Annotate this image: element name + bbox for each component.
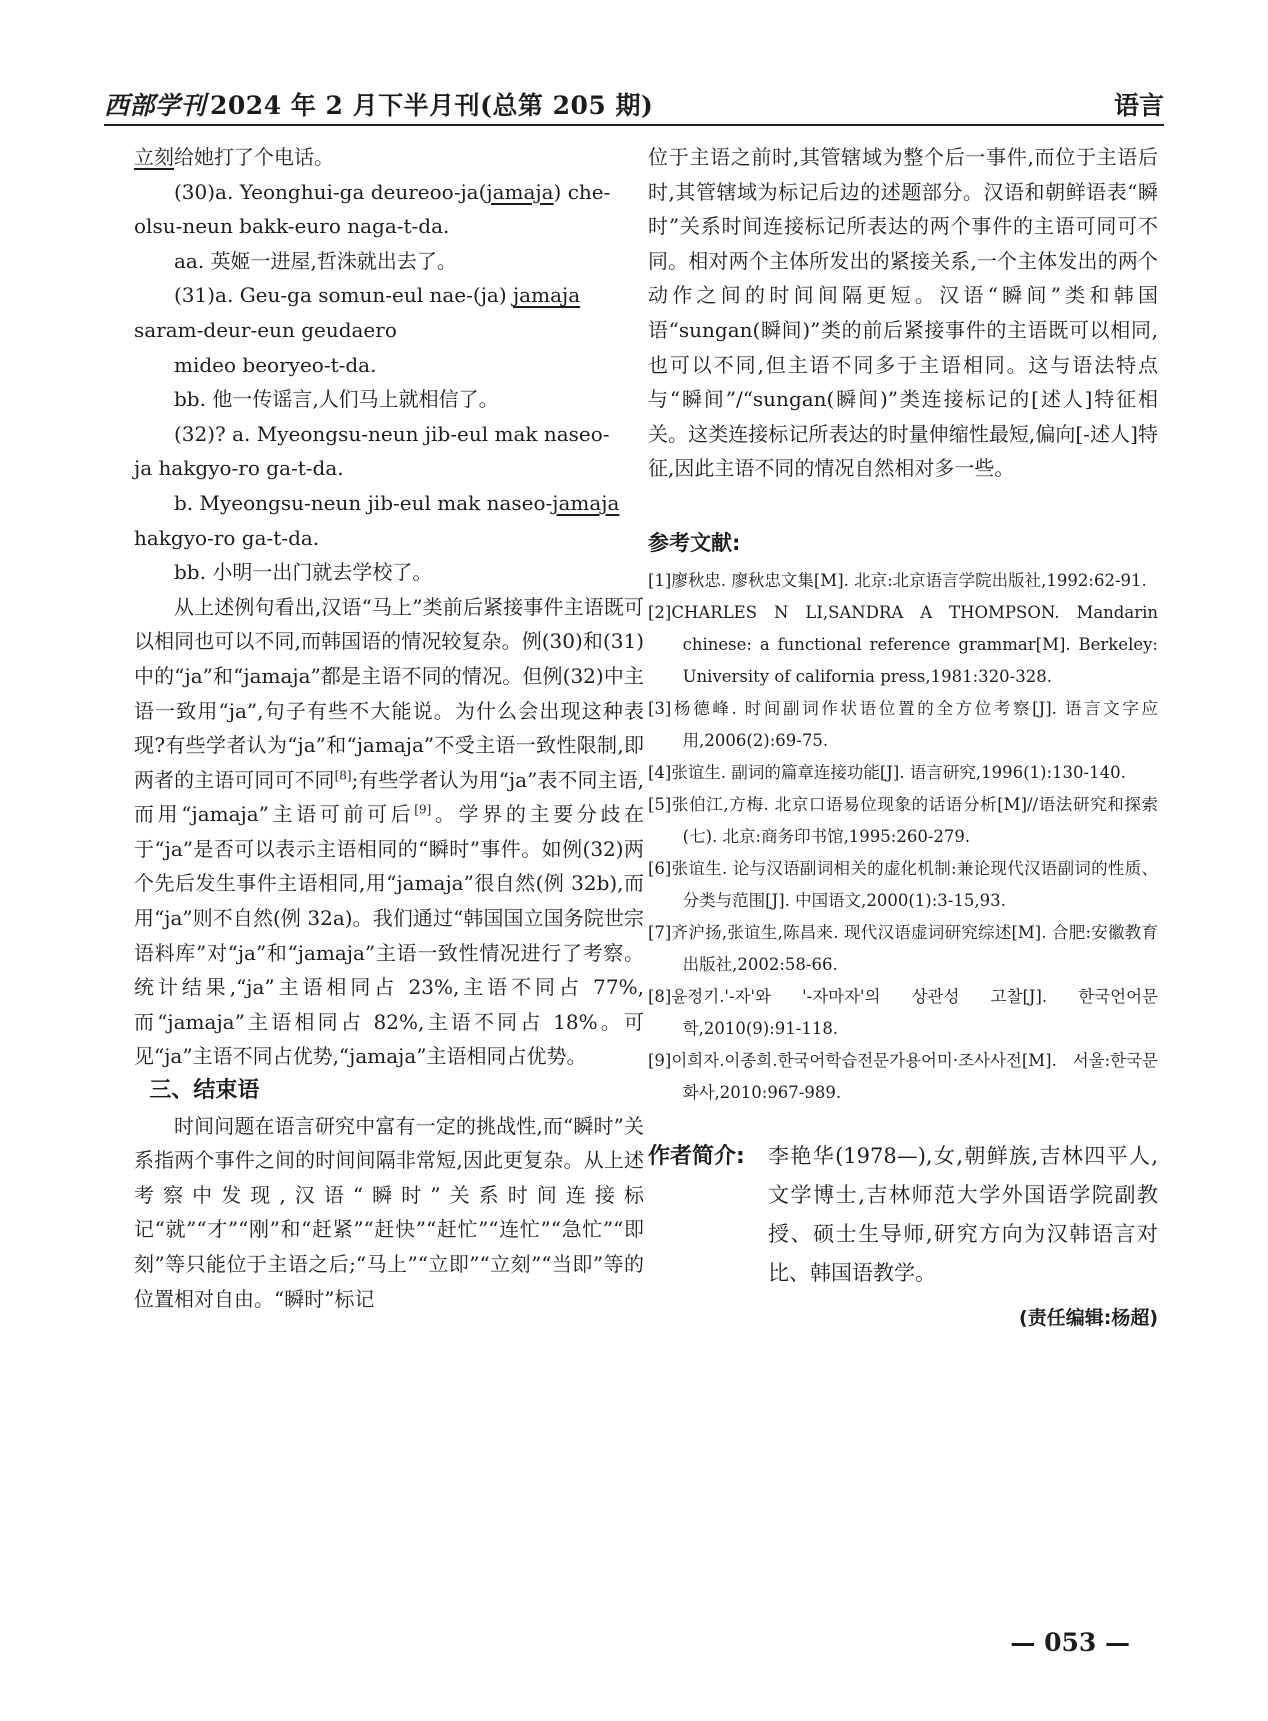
example-32b [134,486,644,521]
citation-8: [8] [334,768,352,783]
example-30a [134,175,644,210]
text-span: (31)a. Geu-ga somun-eul nae-(ja) [174,283,507,308]
reference-item: [2]CHARLES N LI,SANDRA A THOMPSON. Mandarin chinese: a functional reference grammar[M]. Berkeley: University of california press,1981:320-328. [648,602,1158,686]
reference-item: [6]张谊生. 论与汉语副词相关的虚化机制:兼论现代汉语副词的性质、分类与范围[J]. 中国语文,2000(1):3-15,93. [648,858,1158,910]
text-span: b. Myeongsu-neun jib-eul mak naseo- [174,490,553,515]
text-span: ) che- [553,179,611,204]
section-heading: 三、结束语 [149,1078,260,1104]
reference-item: [8]윤정기.'-자'와 '-자마자'의 상관성 고찰[J]. 한국언어문학,2010(9):91-118. [648,986,1158,1038]
example-31a-cont2: mideo beoryeo-t-da. [174,352,377,377]
responsible-editor: (责任编辑:杨超) [1019,1306,1158,1329]
text-span: 给她打了个电话。 [174,145,334,169]
journal-issue: 2024 年 2 月下半月刊(总第 205 期) [210,91,654,120]
section-tag: 语言 [1113,91,1164,120]
reference-item: [7]齐沪扬,张谊生,陈昌来. 现代汉语虚词研究综述[M]. 合肥:安徽教育出版社,2002:58-66. [648,922,1158,974]
reference-item: [4]张谊生. 副词的篇章连接功能[J]. 语言研究,1996(1):130-140. [648,762,1126,782]
citation-9: [9] [414,802,432,817]
text-span: 从上述例句看出,汉语“马上”类前后紧接事件主语既可以相同也可以不同,而韩国语的情况较复杂。例(30)和(31)中的“ja”和“jamaja”都是主语不同的情况。但例(32)中主语一致用“ja”,句子有些不大能说。为什么会出现这种表现?有些学者认为“ja”和“jamaja”不受主语一致性限制,即两者的主语可同可不同 [134,594,644,792]
example-31a [134,278,644,313]
body-paragraph [134,590,644,1074]
journal-logo: 西部学刊 [104,91,207,120]
example-32a: (32)? a. Myeongsu-neun jib-eul mak naseo- [174,421,610,446]
page-number: — 053 — [1010,1628,1130,1657]
reference-list [648,565,1158,1109]
example-32a-cont: ja hakgyo-ro ga-t-da. [134,456,344,481]
reference-item: [1]廖秋忠. 廖秋忠文集[M]. 北京:北京语言学院出版社,1992:62-91. [648,570,1147,590]
underlined-marker: jamaja [486,179,554,204]
example-31bb: bb. 他一传谣言,人们马上就相信了。 [174,387,499,412]
underlined-marker: jamaja [512,283,581,308]
author-label: 作者简介: [648,1143,745,1169]
example-30a-cont: olsu-neun bakk-euro naga-t-da. [134,214,450,239]
reference-item: [3]杨德峰. 时间副词作状语位置的全方位考察[J]. 语言文字应用,2006(2):69-75. [648,698,1158,750]
text-span: 。学界的主要分歧在于“ja”是否可以表示主语相同的“瞬时”事件。如例(32)两个先后发生事件主语相同,用“jamaja”很自然(例 32b),而用“ja”则不自然(例 32a)。我们通过“韩国国立国务院世宗语料库”对“ja”和“jamaja”主语一致性情况进行了考察。统计结果,“ja”主语相同占 23%,主语不同占 77%,而“jamaja”主语相同占 82%,主语不同占 18%。可见“ja”主语不同占优势,“jamaja”主语相同占优势。 [134,802,644,1069]
example-31a-cont: saram-deur-eun geudaero [134,317,397,342]
text-span: ;有些学者认为用“ja”表不同主语,而用“jamaja”主语可前可后 [134,767,645,827]
underlined-marker: 立刻 [134,145,174,169]
references-heading: 参考文献: [648,530,741,555]
example-32bb: bb. 小明一出门就去学校了。 [174,560,433,585]
reference-item: [5]张伯江,方梅. 北京口语易位现象的话语分析[M]//语法研究和探索(七). 北京:商务印书馆,1995:260-279. [648,794,1158,846]
text-span: (30)a. Yeonghui-ga deureoo-ja( [174,179,487,204]
right-column [648,140,1158,1335]
reference-item: [9]이희자.이종희.한국어학습전문가용어미·조사사전[M]. 서울:한국문화사,2010:967-989. [648,1050,1158,1102]
page-header [104,86,1164,124]
author-bio [648,1137,1158,1293]
example-29-continuation [134,140,644,175]
example-30aa: aa. 英姬一进屋,哲洙就出去了。 [174,248,457,273]
left-column [134,140,644,1316]
body-paragraph-conclusion: 时间问题在语言研究中富有一定的挑战性,而“瞬时”关系指两个事件之间的时间间隔非常短,因此更复杂。从上述考察中发现,汉语“瞬时”关系时间连接标记“就”“才”“刚”和“赶紧”“赶快”“赶忙”“连忙”“急忙”“即刻”等只能位于主语之后;“马上”“立即”“立刻”“当即”等的位置相对自由。“瞬时”标记 [134,1113,644,1311]
example-32b-cont: hakgyo-ro ga-t-da. [134,525,320,550]
underlined-marker: jamaja [552,490,620,515]
author-text: 李艳华(1978—),女,朝鲜族,吉林四平人,文学博士,吉林师范大学外国语学院副教授、硕士生导师,研究方向为汉韩语言对比、韩国语教学。 [768,1143,1158,1285]
journal-title [104,86,653,122]
header-rule [104,124,1164,126]
body-paragraph-continued: 位于主语之前时,其管辖域为整个后一事件,而位于主语后时,其管辖域为标记后边的述题部分。汉语和朝鲜语表“瞬时”关系时间连接标记所表达的两个事件的主语可同可不同。相对两个主体所发出的紧接关系,一个主体发出的两个动作之间的时间间隔更短。汉语“瞬间”类和韩国语“sungan(瞬间)”类的前后紧接事件的主语既可以相同,也可以不同,但主语不同多于主语相同。这与语法特点与“瞬间”/“sungan(瞬间)”类连接标记的[述人]特征相关。这类连接标记所表达的时量伸缩性最短,偏向[-述人]特征,因此主语不同的情况自然相对多一些。 [648,145,1158,481]
